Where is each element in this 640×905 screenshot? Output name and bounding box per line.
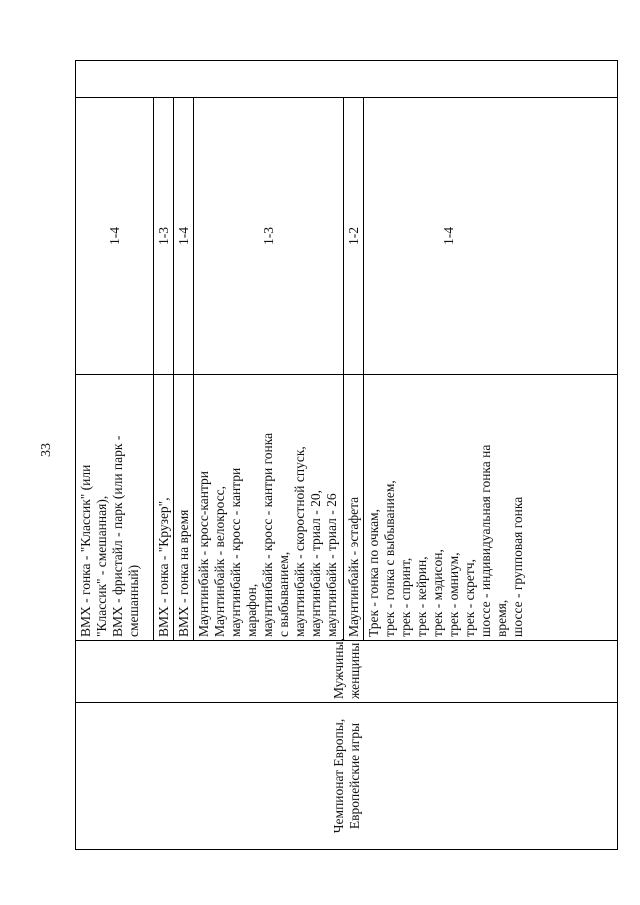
ages-block: 1-4 bbox=[174, 98, 194, 374]
discipline-line: маунтинбайк - кросс - кантри гонка bbox=[260, 432, 275, 637]
discipline-line: трек - гонка с выбыванием, bbox=[382, 480, 397, 637]
discipline-line: маунтинбайк - скоростной спуск, bbox=[292, 446, 307, 637]
discipline-line: BMX - гонка - "Классик" (или bbox=[78, 464, 93, 637]
page-number: 33 bbox=[39, 443, 54, 457]
discipline-line: Маунтинбайк - эстафета bbox=[346, 496, 361, 637]
rotated-table-wrapper bbox=[75, 60, 618, 850]
discipline-line: маунтинбайк - триал - 20, bbox=[308, 490, 323, 637]
discipline-block bbox=[364, 375, 534, 640]
ages-block: 1-4 bbox=[76, 98, 154, 374]
ages-block: 1-2 bbox=[344, 98, 364, 374]
sports-table bbox=[75, 60, 618, 850]
competition-line: Европейские игры bbox=[346, 722, 362, 830]
discipline-line: BMX - гонка - "Крузер", bbox=[156, 497, 171, 637]
discipline-line: BMX - фристайл - парк (или парк - bbox=[110, 435, 125, 637]
discipline-line: марафон, bbox=[244, 583, 259, 637]
gender-cell bbox=[76, 638, 618, 703]
discipline-block bbox=[154, 375, 174, 640]
discipline-line: шоссе - групповая гонка bbox=[510, 496, 525, 637]
discipline-line: время, bbox=[494, 599, 509, 637]
discipline-line: смешанный) bbox=[126, 564, 141, 637]
table-row bbox=[76, 61, 618, 850]
discipline-line: маунтинбайк - кросс - кантри bbox=[228, 467, 243, 637]
discipline-block bbox=[76, 375, 154, 640]
competition-cell bbox=[76, 703, 618, 850]
discipline-line: трек - кейрин, bbox=[414, 556, 429, 637]
ages-block: 1-3 bbox=[194, 98, 344, 374]
discipline-line: трек - мэдисон, bbox=[430, 549, 445, 637]
discipline-line: Маунтинбайк - кросс-кантри bbox=[196, 470, 211, 637]
discipline-line: трек - омниум, bbox=[446, 552, 461, 637]
discipline-line: маунтинбайк - триал - 26 bbox=[324, 493, 339, 637]
gender-line: Мужчины, bbox=[330, 638, 346, 699]
discipline-block bbox=[194, 375, 344, 640]
ages-block: 1-4 bbox=[441, 227, 456, 245]
discipline-block bbox=[174, 375, 194, 640]
competition-line: Чемпионат Европы, bbox=[330, 718, 346, 834]
discipline-line: трек - спринт, bbox=[398, 557, 413, 637]
discipline-line: с выбыванием, bbox=[276, 551, 291, 637]
discipline-line: "Классик" - смешанная), bbox=[94, 495, 109, 637]
gender-line: женщины bbox=[346, 642, 362, 699]
empty-cell bbox=[76, 61, 618, 98]
discipline-line: Маунтинбайк - велокросс, bbox=[212, 485, 227, 637]
discipline-line: шоссе - индивидуальная гонка на bbox=[478, 444, 493, 637]
discipline-line: BMX - гонка на время bbox=[176, 509, 191, 637]
discipline-cell bbox=[76, 375, 618, 641]
discipline-line: трек - скретч, bbox=[462, 559, 477, 637]
ages-block: 1-3 bbox=[154, 98, 174, 374]
ages-cell bbox=[76, 98, 618, 375]
discipline-line: Трек - гонка по очкам, bbox=[366, 509, 381, 637]
discipline-block bbox=[344, 375, 364, 640]
